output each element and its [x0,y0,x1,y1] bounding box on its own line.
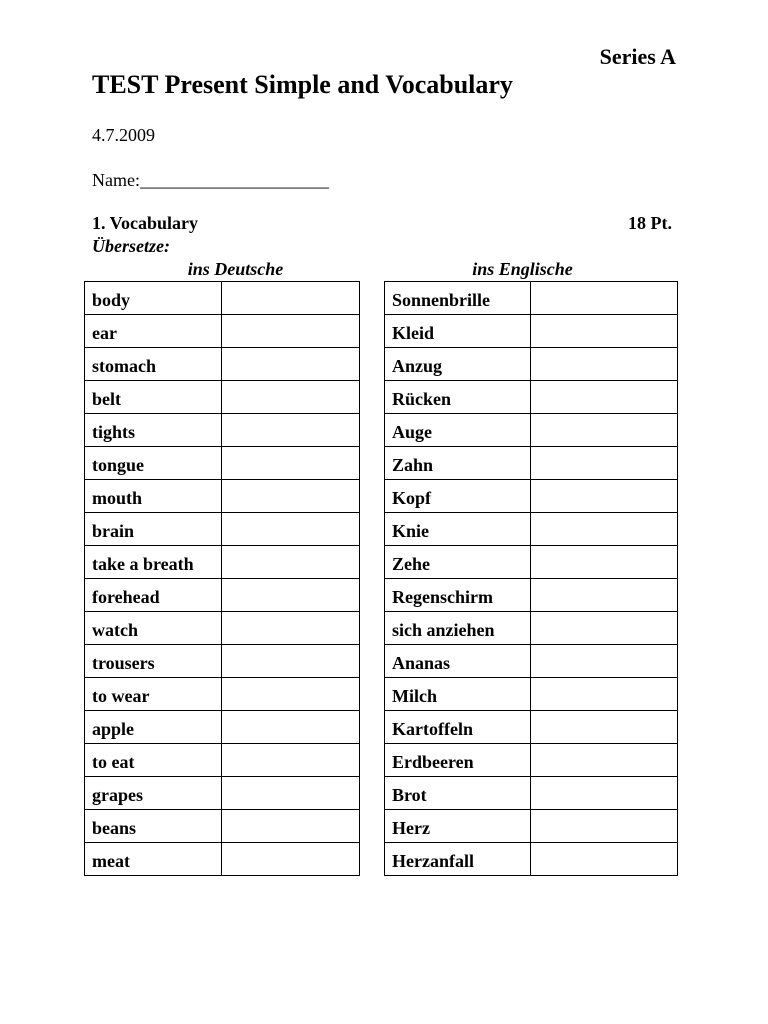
page-title: TEST Present Simple and Vocabulary [92,70,513,99]
answer-cell[interactable] [531,546,678,579]
vocab-word: to eat [85,744,222,777]
table-row [385,414,678,447]
german-to-english-table [384,281,678,876]
vocab-word: meat [85,843,222,876]
vocab-word: Brot [385,777,531,810]
answer-cell[interactable] [531,315,678,348]
answer-cell[interactable] [222,645,360,678]
answer-cell[interactable] [222,579,360,612]
answer-cell[interactable] [222,546,360,579]
vocab-word: body [85,282,222,315]
vocab-word: Herz [385,810,531,843]
table-row [385,810,678,843]
vocab-word: Zahn [385,447,531,480]
vocab-word: Kopf [385,480,531,513]
answer-cell[interactable] [531,678,678,711]
vocab-word: trousers [85,645,222,678]
answer-cell[interactable] [531,414,678,447]
vocab-word: Milch [385,678,531,711]
vocab-word: Zehe [385,546,531,579]
answer-cell[interactable] [531,513,678,546]
table-row [385,381,678,414]
table-row [85,414,360,447]
vocab-word: ear [85,315,222,348]
answer-cell[interactable] [222,612,360,645]
answer-cell[interactable] [222,348,360,381]
vocab-word: take a breath [85,546,222,579]
table-row [85,777,360,810]
section-points: 18 Pt. [628,213,672,233]
table-row [85,645,360,678]
table-row [85,381,360,414]
answer-cell[interactable] [531,579,678,612]
table-row [85,315,360,348]
table-row [385,744,678,777]
table-row [85,513,360,546]
answer-cell[interactable] [531,744,678,777]
vocab-word: Regenschirm [385,579,531,612]
answer-cell[interactable] [531,843,678,876]
answer-cell[interactable] [222,843,360,876]
table-row [385,447,678,480]
table-row [385,645,678,678]
vocab-word: Herzanfall [385,843,531,876]
answer-cell[interactable] [222,414,360,447]
table-row [85,711,360,744]
vocab-word: sich anziehen [385,612,531,645]
answer-cell[interactable] [531,711,678,744]
table-row [385,480,678,513]
left-column-heading: ins Deutsche [187,259,284,279]
answer-cell[interactable] [222,744,360,777]
answer-cell[interactable] [531,810,678,843]
table-row [85,744,360,777]
series-label: Series A [599,44,676,69]
answer-cell[interactable] [222,711,360,744]
table-row [85,579,360,612]
answer-cell[interactable] [531,612,678,645]
vocab-word: Rücken [385,381,531,414]
vocab-word: tights [85,414,222,447]
table-row [85,282,360,315]
answer-cell[interactable] [222,678,360,711]
answer-cell[interactable] [531,480,678,513]
answer-cell[interactable] [531,777,678,810]
answer-cell[interactable] [531,645,678,678]
vocab-word: tongue [85,447,222,480]
vocab-word: belt [85,381,222,414]
vocab-word: Kleid [385,315,531,348]
table-row [85,843,360,876]
table-row [385,348,678,381]
table-row [385,282,678,315]
table-row [85,480,360,513]
vocab-word: forehead [85,579,222,612]
table-row [385,612,678,645]
name-field[interactable]: Name:_____________________ [92,170,329,190]
table-row [85,810,360,843]
table-row [385,777,678,810]
table-row [385,843,678,876]
answer-cell[interactable] [531,447,678,480]
vocab-word: stomach [85,348,222,381]
vocab-word: Anzug [385,348,531,381]
vocab-word: mouth [85,480,222,513]
vocab-word: to wear [85,678,222,711]
answer-cell[interactable] [531,381,678,414]
answer-cell[interactable] [222,480,360,513]
english-to-german-table [84,281,360,876]
table-row [385,579,678,612]
vocab-word: Sonnenbrille [385,282,531,315]
answer-cell[interactable] [222,447,360,480]
table-row [385,513,678,546]
right-column-heading: ins Englische [472,259,573,279]
table-row [385,546,678,579]
section-title: 1. Vocabulary [92,213,199,233]
vocab-word: brain [85,513,222,546]
answer-cell[interactable] [222,777,360,810]
answer-cell[interactable] [222,513,360,546]
table-row [85,678,360,711]
answer-cell[interactable] [222,282,360,315]
vocab-word: Knie [385,513,531,546]
answer-cell[interactable] [531,348,678,381]
answer-cell[interactable] [222,315,360,348]
table-row [85,447,360,480]
vocab-word: Kartoffeln [385,711,531,744]
table-row [385,678,678,711]
answer-cell[interactable] [222,381,360,414]
table-row [85,546,360,579]
table-row [385,711,678,744]
table-row [85,348,360,381]
table-row [85,612,360,645]
section-instruction: Übersetze: [92,236,170,256]
vocab-word: Ananas [385,645,531,678]
answer-cell[interactable] [222,810,360,843]
vocab-word: beans [85,810,222,843]
table-row [385,315,678,348]
vocab-word: grapes [85,777,222,810]
answer-cell[interactable] [531,282,678,315]
test-date: 4.7.2009 [92,125,155,145]
vocab-word: apple [85,711,222,744]
vocab-word: Auge [385,414,531,447]
vocab-word: Erdbeeren [385,744,531,777]
vocab-word: watch [85,612,222,645]
